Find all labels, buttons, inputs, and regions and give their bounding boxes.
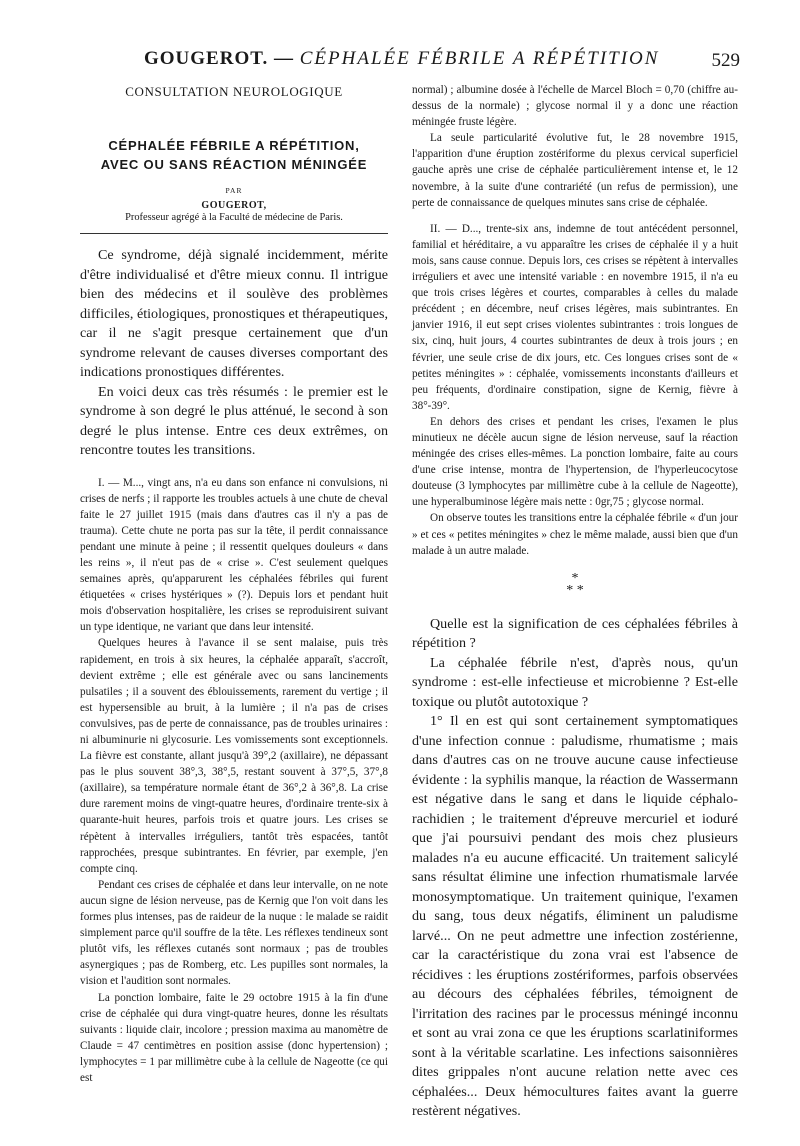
case-1-paragraph-5: La seule particularité évolutive fut, le 28 novembre 1915, l'apparition d'une éruption zostériforme du plexus cervical superficiel gauche après une crise de céphalée particulièrement intense et, le 12 novembre, à la suite d'une contrariété (un refus de permission), une perte de connaissance de quelques minutes sans crise de céphalée. xyxy=(412,132,738,209)
running-head-author: GOUGEROT. — xyxy=(144,48,294,69)
discussion-paragraph-1: Quelle est la signification de ces céphalées fébriles à répétition ? xyxy=(412,615,738,652)
case-2-paragraph-1: II. — D..., trente-six ans, indemne de tout antécédent personnel, familial et héréditaire, a vu apparaître les crises de céphalée il y a huit mois, sans cause connue. Depuis lors, ces crises se répètent à intervalles irréguliers et avec une intensité variable : en novembre 1915, il n'a eu que trois crises légères et courtes, comparables à celles du malade précédent ; en décembre, neuf crises légères, mais subintrantes. En janvier 1916, il eut sept crises violentes subintrantes : trois longues de six, cinq, huit jours, 4 courtes subintrantes de deux à trois jours ; en février, une seule crise de dix jours, etc. Ces longues crises sont de « petites méningites » : céphalée, vomissements inconstants d'ailleurs et peu fréquents, d'ordinaire constipation, signe de Kernig, fièvre à 38°-39°. xyxy=(412,222,738,412)
section-label: CONSULTATION NEUROLOGIQUE xyxy=(125,84,343,99)
case-1-paragraph-2: Quelques heures à l'avance il se sent malaise, puis très rapidement, en trois à six heures, la céphalée apparaît, s'accroît, devient extrême ; elle est générale avec ou sans lancinements pulsatiles ; il a souvent des éblouissements, rarement du vertige ; il est hypersensible au bruit, à la lumière ; il n'a pas de crises convulsives, pas de perte de connaissance, pas de troubles urinaires : ni albuminurie ni glycosurie. Les vomissements sont exceptionnels. La fièvre est constante, allant jusqu'à 39°,2 (axillaire), ne dépassant pas le plus souvent 38°,3, 38°,5, restant souvent à 37°,5, 37°,8 (axillaire), sa température normale étant de 36°,2 à 36°,8. La crise dure rarement moins de vingt-quatre heures, d'ordinaire trente-six à quarante-huit heures, parfois trois et quatre jours. Les crises se répètent à intervalles irréguliers, tantôt très espacées, tantôt rapprochées, presque subintrantes. En février, par exemple, j'en compte cinq. xyxy=(80,637,388,875)
title-rule xyxy=(80,233,388,234)
left-column xyxy=(80,82,388,1086)
asterism-bottom: * * xyxy=(566,582,584,598)
case-2-paragraph-3: On observe toutes les transitions entre la céphalée fébrile « d'un jour » et ces « petites méningites » chez le même malade, aussi bien que d'un malade à un autre malade. xyxy=(412,512,738,557)
asterism xyxy=(412,570,738,598)
discussion-paragraph-3: 1° Il en est qui sont certainement symptomatiques d'une infection connue : paludisme, rhumatisme ; mais dans d'autres cas on ne trouve aucune cause infectieuse évidente : la syphilis manque, la réaction de Wassermann est négative dans le sang et dans le liquide céphalo-rachidien ; le traitement d'épreuve mercuriel et ioduré que j'ai poursuivi pendant des mois chez plusieurs malades n'a eu aucune efficacité. Un traitement salicylé sans résultat élimine une infection rhumatismale larvée monosymptomatique. Un traitement quinique, l'examen du sang, tous deux négatifs, éliminent un paludisme larvé... On ne peut admettre une infection zostérienne, car la caractéristique du zona vrai est l'absence de récidives : les éruptions zostériformes, parfois observées au décours des céphalées fébriles, témoignent de l'irritation des racines par le processus méningé inconnu et sont au vrai zona ce que les éruptions scarlatiniformes sont à la véritable scarlatine. Les infections saisonnières dites grippales n'ont aucune relation nette avec ces céphalées... Deux hémocultures faites avant la guerre restèrent négatives. xyxy=(412,713,738,1120)
section-gap xyxy=(80,461,388,475)
page-number: 529 xyxy=(711,50,740,71)
author-name: GOUGEROT, xyxy=(201,200,267,211)
intro-paragraph-1: Ce syndrome, déjà signalé incidemment, mérite d'être individualisé et d'être mieux connu. Il intrigue bien des médecins et il soulève des problèmes difficiles, étiologiques, pronostiques et thérapeutiques, car il ne s'agit presque certainement que d'un syndrome relevant de causes diverses comportant des indications pronostiques différentes. xyxy=(80,247,388,380)
running-head-article-title: CÉPHALÉE FÉBRILE A RÉPÉTITION xyxy=(299,48,660,69)
case-1-paragraph-4-continued: normal) ; albumine dosée à l'échelle de Marcel Bloch = 0,70 (chiffre au-dessus de la normale) ; glycose normal il y a donc une réaction méningée fruste légère. xyxy=(412,84,738,129)
article-title-line-1: CÉPHALÉE FÉBRILE A RÉPÉTITION, xyxy=(108,138,360,153)
case-1-paragraph-1: I. — M..., vingt ans, n'a eu dans son enfance ni convulsions, ni crises de nerfs ; il rapporte les troubles actuels à une chute de cheval faite le 27 juillet 1915 (mais dans d'autres cas il n'y a pas de trauma). Cette chute ne porta pas sur la tête, il perdit connaissance pendant une minute à peine ; il ressentit quelques douleurs « dans les reins », il n'eut pas de « crise ». C'est seulement quelques semaines après, qu'apparurent les céphalées fébriles qui furent étiquetées « crises hystériques » (?). Depuis lors et pendant huit mois d'observation hospitalière, les crises se reproduisirent suivant un type identique, ne variant que dans leur intensité. xyxy=(80,476,388,634)
discussion-paragraph-2: La céphalée fébrile n'est, d'après nous, qu'un syndrome : est-elle infectieuse et microbienne ? Est-elle toxique ou plutôt autotoxique ? xyxy=(412,654,738,710)
running-head xyxy=(100,48,740,78)
case-1-paragraph-3: Pendant ces crises de céphalée et dans leur intervalle, on ne note aucun signe de lésion nerveuse, pas de Kernig que l'on voit dans les formes plus intenses, pas de raideur de la nuque : le malade se raidit simplement parce qu'il souffre de la tête. Les réflexes tendineux sont plutôt vifs, les réflexes cutanés sont normaux ; pas de troubles asynergiques ; pas de Romberg, etc. Les pupilles sont normales, la vision et l'audition sont normales. xyxy=(80,878,388,988)
running-head-title xyxy=(144,48,659,70)
asterism-top: * xyxy=(571,570,579,586)
case-gap xyxy=(412,211,738,221)
case-1-paragraph-4: La ponction lombaire, faite le 29 octobre 1915 à la fin d'une crise de céphalée qui dura vingt-quatre heures, donne les résultats suivants : liquide clair, incolore ; pression maxima au manomètre de Claude = 47 centimètres en position assise (donc hypertension) ; lymphocytes = 1 par millimètre cube à la cellule de Nageotte (ce qui est xyxy=(80,991,388,1084)
intro-paragraph-2: En voici deux cas très résumés : le premier est le syndrome à son degré le plus atténué, le second à son degré le plus intense. Entre ces deux extrêmes, on rencontre toutes les transitions. xyxy=(80,383,388,458)
right-column xyxy=(412,82,738,1122)
article-title-line-2: AVEC OU SANS RÉACTION MÉNINGÉE xyxy=(100,157,368,172)
case-2-paragraph-2: En dehors des crises et pendant les crises, l'examen le plus minutieux ne décèle aucun signe de lésion nerveuse, sauf la réaction méningée des crises elles-mêmes. La ponction lombaire, faite au cours d'une crise intense, montra de l'hypertension, de l'hyperleucocytose douteuse (3 lymphocytes par millimètre cube à la cellule de Nageotte), une hyperalbuminose légère mais nette : 0gr,75 ; glycose normal. xyxy=(412,415,738,509)
author-affiliation: Professeur agrégé à la Faculté de médecine de Paris. xyxy=(125,212,343,223)
byline-par: PAR xyxy=(225,186,243,195)
